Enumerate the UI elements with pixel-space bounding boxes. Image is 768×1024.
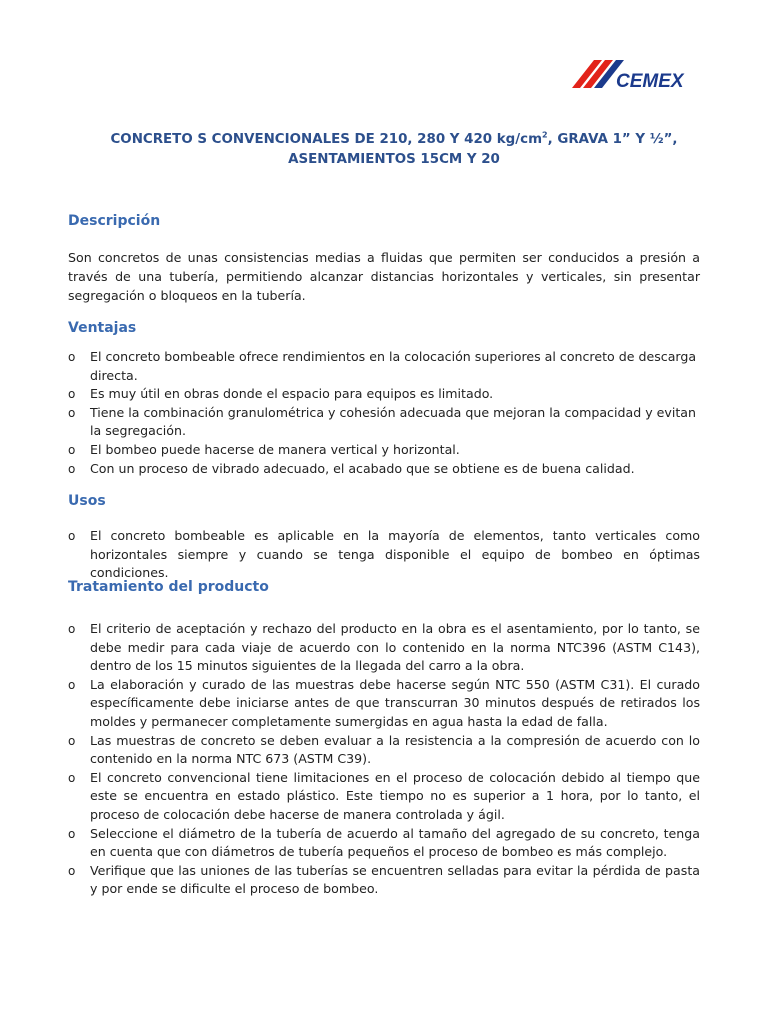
usos-list [68, 527, 700, 583]
heading-tratamiento: Tratamiento del producto [68, 579, 269, 595]
list-item: o Las muestras de concreto se deben evaluar a la resistencia a la compresión de acuerdo con lo contenido en la norma NTC 673 (ASTM C39). [68, 732, 700, 767]
heading-ventajas: Ventajas [68, 320, 137, 336]
page-title [60, 130, 728, 170]
bullet-icon: o [68, 529, 76, 543]
list-item: o Tiene la combinación granulométrica y cohesión adecuada que mejoran la compacidad y evitan la segregación. [68, 404, 696, 439]
list-item: o Verifique que las uniones de las tuberías se encuentren selladas para evitar la pérdida de pasta y por ende se dificulte el proceso de bombeo. [68, 862, 700, 897]
heading-usos: Usos [68, 493, 106, 509]
bullet-icon: o [68, 387, 76, 402]
list-item: o Seleccione el diámetro de la tubería de acuerdo al tamaño del agregado de su concreto, tenga en cuenta que con diámetros de tubería pequeños el proceso de bombeo es más complejo. [68, 825, 700, 860]
list-item: o El bombeo puede hacerse de manera vertical y horizontal. [68, 441, 700, 460]
list-item: o La elaboración y curado de las muestras debe hacerse según NTC 550 (ASTM C31). El curado específicamente debe iniciarse antes de que transcurran 30 minutos después de retirados los moldes y permanecer completamente sumergidas en agua hasta la edad de falla. [68, 676, 700, 729]
cemex-logo-icon [572, 56, 702, 96]
list-item: o Es muy útil en obras donde el espacio para equipos es limitado. [68, 385, 700, 404]
list-item: o El criterio de aceptación y rechazo del producto en la obra es el asentamiento, por lo tanto, se debe medir para cada viaje de acuerdo con lo contenido en la norma NTC396 (ASTM C143), dentro de los 15 minutos siguientes de la llegada del carro a la obra. [68, 621, 700, 674]
bullet-icon: o [68, 770, 76, 785]
bullet-icon: o [68, 826, 76, 841]
list-item: o El concreto convencional tiene limitaciones en el proceso de colocación debido al tiempo que este se encuentra en estado plástico. Este tiempo no es superior a 1 hora, por lo tanto, el proceso de colocación debe hacerse de manera controlada y ágil. [68, 769, 700, 822]
bullet-icon: o [68, 405, 76, 420]
list-item: o El concreto bombeable es aplicable en la mayoría de elementos, tanto verticales como horizontales siempre y cuando se tenga disponible el equipo de bombeo en óptimas condiciones. [68, 528, 700, 581]
tratamiento-list [68, 620, 700, 899]
ventajas-list [68, 348, 700, 478]
bullet-icon: o [68, 442, 76, 457]
descripcion-body: Son concretos de unas consistencias medias a fluidas que permiten ser conducidos a presión a través de una tubería, permitiendo alcanzar distancias horizontales y verticales, sin presentar segregación o bloqueos en la tubería. [68, 250, 700, 303]
title-line-2: ASENTAMIENTOS 15CM Y 20 [288, 152, 500, 167]
cemex-logo [572, 56, 702, 96]
bullet-icon: o [68, 863, 76, 878]
list-item: o Con un proceso de vibrado adecuado, el acabado que se obtiene es de buena calidad. [68, 460, 700, 479]
bullet-icon: o [68, 733, 76, 748]
bullet-icon: o [68, 461, 76, 476]
bullet-icon: o [68, 622, 76, 636]
title-line-1: CONCRETO S CONVENCIONALES DE 210, 280 Y 420 $kg/cm^2$, GRAVA 1” Y ½”, [110, 130, 678, 147]
logo-text: CEMEX [616, 71, 684, 92]
heading-descripcion: Descripción [68, 213, 161, 229]
bullet-icon: o [68, 350, 76, 364]
bullet-icon: o [68, 677, 76, 692]
list-item: o El concreto bombeable ofrece rendimientos en la colocación superiores al concreto de descarga directa. [68, 349, 697, 383]
